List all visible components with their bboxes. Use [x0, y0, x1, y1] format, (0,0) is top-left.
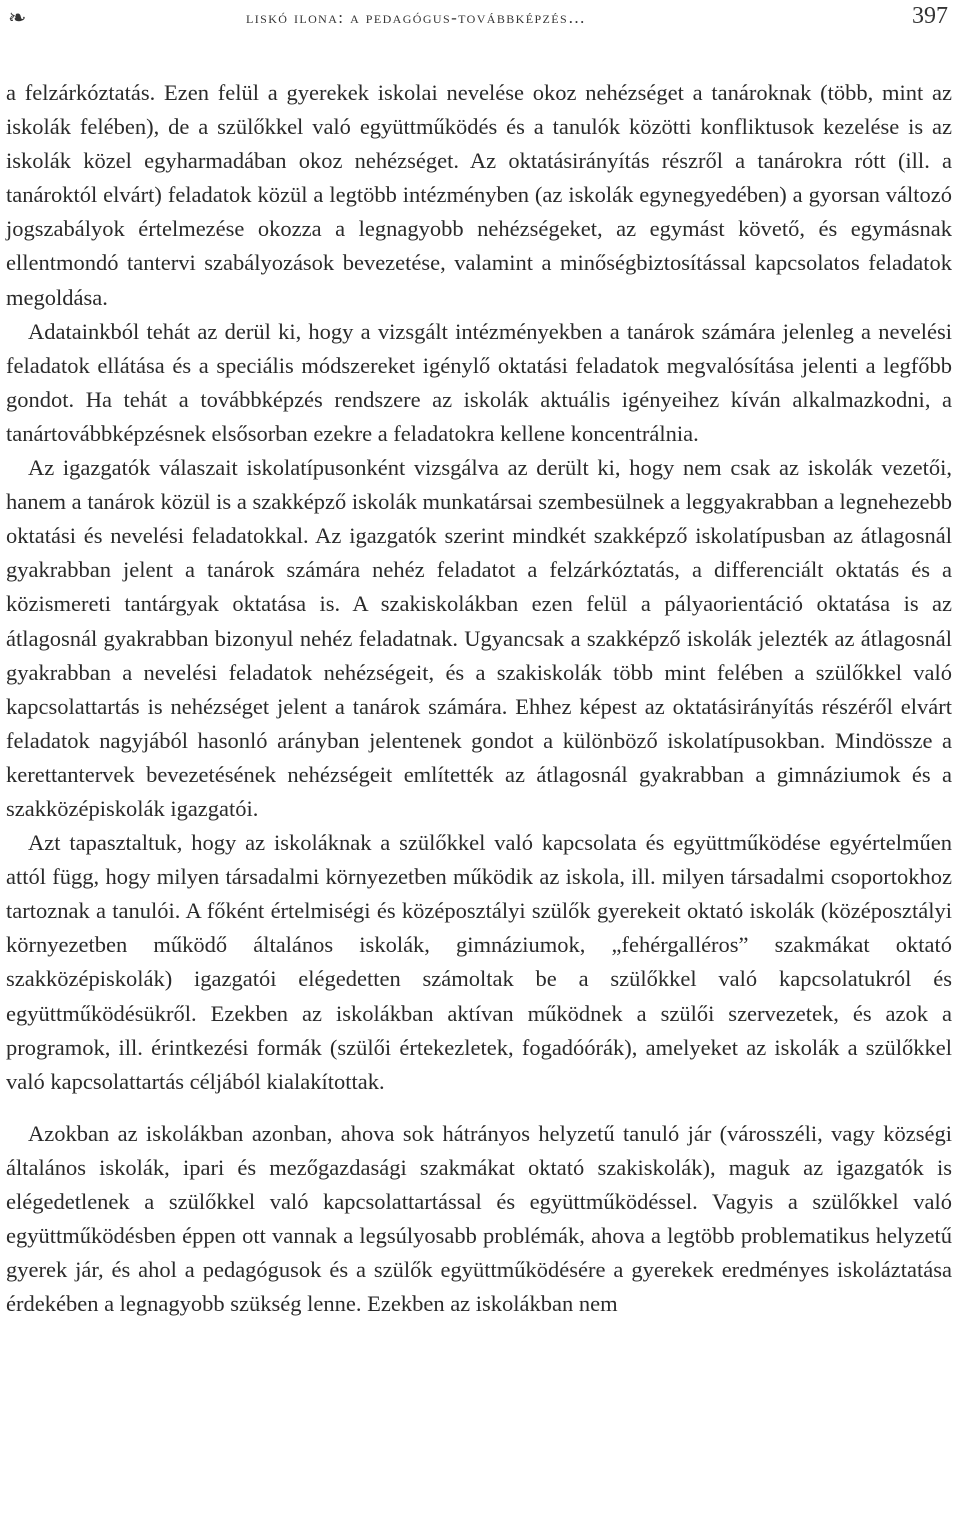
running-title: liskó ilona: a pedagógus-továbbképzés… — [246, 8, 587, 27]
page-number: 397 — [912, 3, 948, 29]
paragraph: Az igazgatók válaszait iskolatípusonként vizsgálva az derült ki, hogy nem csak az iskolák vezetői, hanem a tanárok közül is a szakképző iskolák munkatársai szembesülnek a leggyakrabban a legnehezebb oktatási és nevelési feladatokkal. Az igazgatók szerint mindkét szakképző iskolatípusban az átlagosnál gyakrabban jelent a tanárok számára nehéz feladatot a felzárkóztatás, a differenciált oktatás és a közismereti tantárgyak oktatása is. A szakiskolákban ezen felül a pályaorientáció oktatása is az átlagosnál gyakrabban bizonyul nehéz feladatnak. Ugyancsak a szakképző iskolák jelezték az átlagosnál gyakrabban a nevelési feladatok nehézségeit, és a szakiskolák több mint felében a szülőkkel való kapcsolattartás is nehézséget jelent a tanárok számára. Ehhez képest az oktatásirányítás részéről elvárt feladatok nagyjából hasonló arányban jelentenek gondot a különböző iskolatípusokban. Mindössze a kerettantervek bevezetésének nehézségeit említették az átlagosnál gyakrabban a gimnáziumok és a szakközépiskolák igazgatói. — [6, 455, 952, 821]
paragraph: a felzárkóztatás. Ezen felül a gyerekek iskolai nevelése okoz nehézséget a tanároknak (több, mint az iskolák felében), de a szülőkkel való együttműködés és a tanulók közötti konfliktusok kezelése is az iskolák közel egyharmadában okoz nehézséget. Az oktatásirányítás részről a tanárokra rótt (ill. a tanároktól elvárt) feladatok közül a legtöbb intézményben (az iskolák egynegyedében) a gyorsan változó jogszabályok értelmezése okozza a legnagyobb nehézségeket, az egymást követő, és egymásnak ellentmondó tantervi szabályozások bevezetése, valamint a minőségbiztosítással kapcsolatos feladatok megoldása. — [6, 80, 952, 310]
fleuron-ornament-icon: ❧ — [8, 5, 27, 30]
paragraph: Adatainkból tehát az derül ki, hogy a vizsgált intézményekben a tanárok számára jelenleg a nevelési feladatok ellátása és a speciális módszereket igénylő oktatási feladatok megvalósítása jelenti a legfőbb gondot. Ha tehát a továbbképzés rendszere az iskolák aktuális igényeihez kíván alkalmazkodni, a tanártovábbképzésnek elsősorban ezekre a feladatokra kellene koncentrálnia. — [6, 318, 952, 446]
paragraph: Azt tapasztaltuk, hogy az iskoláknak a szülőkkel való kapcsolata és együttműködése egyértelműen attól függ, hogy milyen társadalmi környezetben működik az iskola, ill. milyen társadalmi csoportokhoz tartoznak a tanulói. A főként értelmiségi és középosztályi szülők gyerekeit oktató iskolák (középosztályi környezetben működő általános iskolák, gimnáziumok, „fehérgalléros” szakmákat oktató szakközépiskolák) igazgatói elégedetten számoltak be a szülőkkel való kapcsolatukról és együttműködésükről. Ezekben az iskolákban aktívan működnek a szülői szervezetek, és azok a programok, ill. érintkezési formák (szülői értekezletek, fogadóórák), amelyeket az iskolák a szülőkkel való kapcsolattartás céljából kialakítottak. — [6, 830, 952, 1094]
body-text — [6, 76, 952, 1321]
page-header — [0, 0, 960, 40]
paragraph: Azokban az iskolákban azonban, ahova sok hátrányos helyzetű tanuló jár (városszéli, vagy községi általános iskolák, ipari és mezőgazdasági szakmákat oktató szakiskolák), maguk az igazgatók is elégedetlenek a szülőkkel való kapcsolattartással és együttműködéssel. Vagyis a szülőkkel való együttműködésben éppen ott vannak a legsúlyosabb problémák, ahova a legtöbb problematikus helyzetű gyerek jár, és ahol a pedagógusok és a szülők együttműködésére a gyerekek eredményes iskoláztatása érdekében a legnagyobb szükség lenne. Ezekben az iskolákban nem — [6, 1120, 952, 1317]
